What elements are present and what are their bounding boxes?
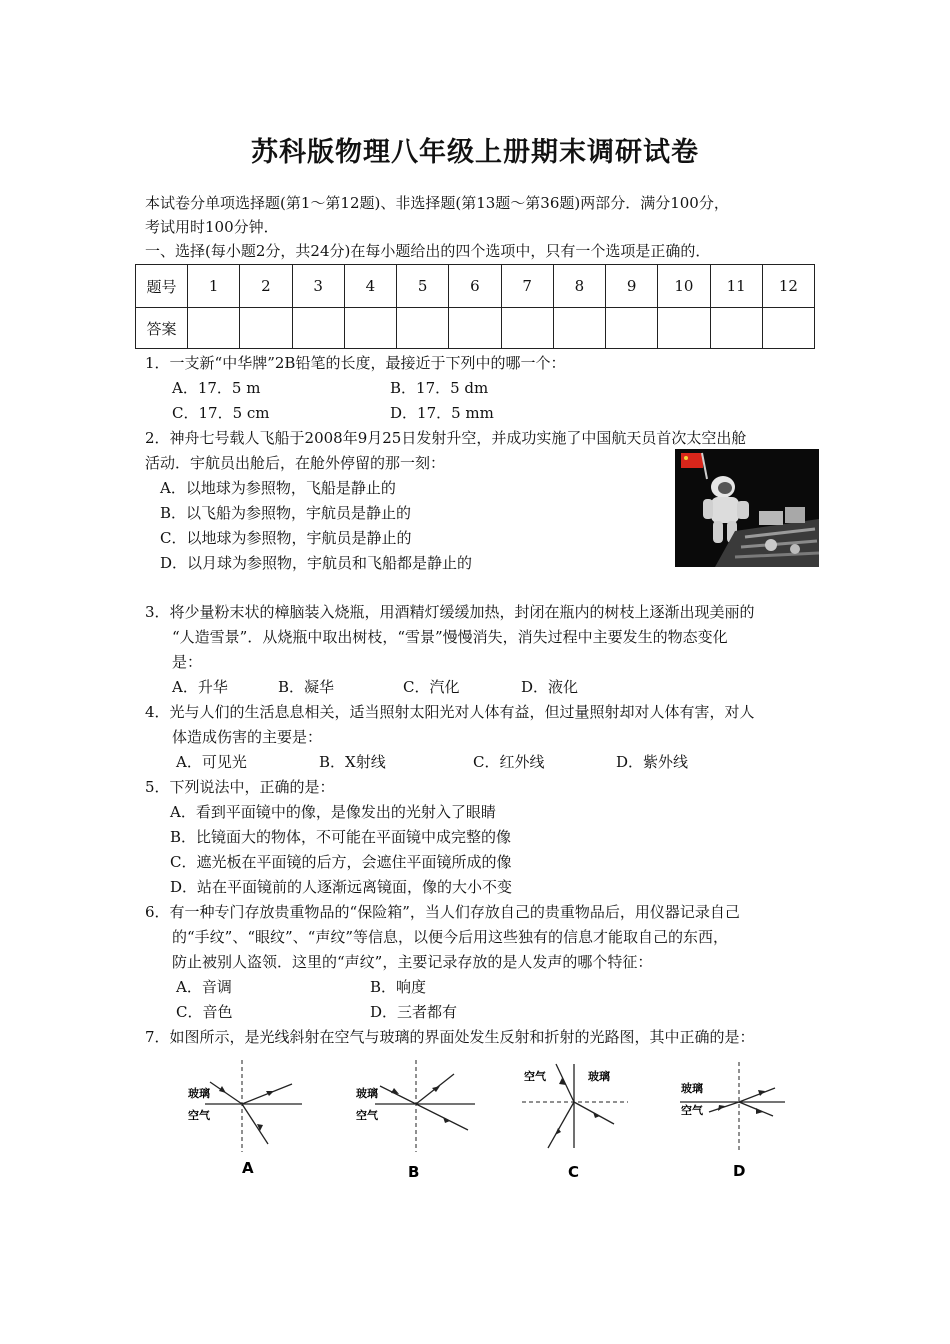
question-1-stem: 1．一支新“中华牌”2B铅笔的长度，最接近于下列中的哪一个：	[145, 354, 566, 372]
question-number-cell: 3	[292, 265, 344, 308]
question-3-option-b: B．凝华	[278, 678, 335, 696]
answer-cell[interactable]	[606, 308, 658, 349]
question-number-cell: 5	[397, 265, 449, 308]
question-4-option-b: B．X射线	[319, 753, 386, 771]
page-title: 苏科版物理八年级上册期末调研试卷	[251, 137, 699, 168]
diagram-a-top-label: 玻璃	[188, 1087, 210, 1100]
question-4-stem-1: 4．光与人们的生活息息相关，适当照射太阳光对人体有益，但过量照射却对人体有害，对人	[145, 703, 755, 721]
question-number-cell: 6	[449, 265, 501, 308]
question-4-option-a: A．可见光	[176, 753, 247, 771]
answer-cell[interactable]	[188, 308, 240, 349]
question-6-stem-2: 的“手纹”、“眼纹”、“声纹”等信息，以便今后用这些独有的信息才能取自己的东西，	[172, 928, 729, 946]
question-6-option-a: A．音调	[176, 978, 232, 996]
question-1-option-d: D．17．5 mm	[390, 404, 494, 422]
diagram-c-top-label: 空气	[524, 1070, 546, 1083]
astronaut-spacewalk-icon	[675, 449, 819, 567]
answer-cell[interactable]	[658, 308, 710, 349]
diagram-d-letter: D	[733, 1162, 746, 1180]
intro-line-1: 本试卷分单项选择题(第1～第12题)、非选择题(第13题～第36题)两部分．满分100分，	[145, 194, 729, 212]
answer-table	[135, 264, 815, 349]
question-3-option-a: A．升华	[172, 678, 228, 696]
question-number-cell: 4	[344, 265, 396, 308]
question-1-option-c: C．17．5 cm	[172, 404, 270, 422]
question-2-option-b: B．以飞船为参照物，宇航员是静止的	[160, 504, 412, 522]
question-5-option-b: B．比镜面大的物体，不可能在平面镜中成完整的像	[170, 828, 512, 846]
question-6-stem-1: 6．有一种专门存放贵重物品的“保险箱”，当人们存放自己的贵重物品后，用仪器记录自己	[145, 903, 740, 921]
question-3-stem-3: 是：	[172, 653, 203, 671]
answer-cell[interactable]	[292, 308, 344, 349]
question-6-option-d: D．三者都有	[370, 1003, 458, 1021]
diagram-b-bottom-label: 空气	[356, 1109, 378, 1122]
question-1-option-a: A．17．5 m	[172, 379, 261, 397]
question-2-stem-1: 2．神舟七号载人飞船于2008年9月25日发射升空，并成功实施了中国航天员首次太空出舱	[145, 429, 747, 447]
answer-cell[interactable]	[501, 308, 553, 349]
question-1-option-b: B．17．5 dm	[390, 379, 489, 397]
answer-cell[interactable]	[397, 308, 449, 349]
question-3-stem-2: “人造雪景”．从烧瓶中取出树枝，“雪景”慢慢消失，消失过程中主要发生的物态变化	[172, 628, 728, 646]
diagram-d-top-label: 玻璃	[681, 1082, 703, 1095]
question-4-option-d: D．紫外线	[616, 753, 689, 771]
answer-cell[interactable]	[710, 308, 762, 349]
diagram-b-letter: B	[408, 1163, 420, 1181]
light-path-diagram-d	[675, 1052, 810, 1187]
question-6-option-b: B．响度	[370, 978, 427, 996]
answer-cell[interactable]	[449, 308, 501, 349]
question-2-option-a: A．以地球为参照物，飞船是静止的	[160, 479, 396, 497]
astronaut-photo	[675, 449, 819, 567]
question-4-stem-2: 体造成伤害的主要是：	[172, 728, 323, 746]
diagram-b-top-label: 玻璃	[356, 1087, 378, 1100]
table-row-label: 题号	[136, 265, 188, 308]
answer-cell[interactable]	[762, 308, 814, 349]
answer-cell[interactable]	[240, 308, 292, 349]
answer-cell[interactable]	[344, 308, 396, 349]
question-2-stem-2: 活动．宇航员出舱后，在舱外停留的那一刻：	[145, 454, 446, 472]
table-row	[136, 308, 815, 349]
diagram-a-bottom-label: 空气	[188, 1109, 210, 1122]
question-number-cell: 11	[710, 265, 762, 308]
light-path-diagram-a	[180, 1052, 315, 1187]
question-4-option-c: C．红外线	[473, 753, 545, 771]
question-5-option-d: D．站在平面镜前的人逐渐远离镜面，像的大小不变	[170, 878, 513, 896]
diagram-a-letter: A	[242, 1159, 254, 1177]
question-3-option-d: D．液化	[521, 678, 579, 696]
section-heading: 一、选择(每小题2分，共24分)在每小题给出的四个选项中，只有一个选项是正确的．	[145, 242, 711, 260]
answer-cell[interactable]	[553, 308, 605, 349]
table-row-label: 答案	[136, 308, 188, 349]
question-number-cell: 7	[501, 265, 553, 308]
question-number-cell: 2	[240, 265, 292, 308]
question-5-option-a: A．看到平面镜中的像，是像发出的光射入了眼睛	[170, 803, 496, 821]
question-5-option-c: C．遮光板在平面镜的后方，会遮住平面镜所成的像	[170, 853, 512, 871]
question-2-option-d: D．以月球为参照物，宇航员和飞船都是静止的	[160, 554, 473, 572]
light-path-diagram-c	[516, 1052, 651, 1187]
diagram-c-bottom-label: 玻璃	[588, 1070, 610, 1083]
question-6-stem-3: 防止被别人盗领．这里的“声纹”，主要记录存放的是人发声的哪个特征：	[172, 953, 653, 971]
question-number-cell: 1	[188, 265, 240, 308]
table-row	[136, 265, 815, 308]
diagram-d-bottom-label: 空气	[681, 1104, 703, 1117]
diagram-c-letter: C	[568, 1163, 580, 1181]
question-number-cell: 12	[762, 265, 814, 308]
question-3-stem-1: 3．将少量粉末状的樟脑装入烧瓶，用酒精灯缓缓加热，封闭在瓶内的树枝上逐渐出现美丽的	[145, 603, 755, 621]
question-number-cell: 10	[658, 265, 710, 308]
question-3-option-c: C．汽化	[403, 678, 460, 696]
question-number-cell: 9	[606, 265, 658, 308]
question-number-cell: 8	[553, 265, 605, 308]
flag-icon	[681, 453, 703, 468]
question-2-option-c: C．以地球为参照物，宇航员是静止的	[160, 529, 412, 547]
intro-line-2: 考试用时100分钟．	[145, 218, 279, 236]
light-path-diagram-b	[350, 1052, 485, 1187]
question-7-stem: 7．如图所示，是光线斜射在空气与玻璃的界面处发生反射和折射的光路图，其中正确的是：	[145, 1028, 755, 1046]
question-6-option-c: C．音色	[176, 1003, 233, 1021]
question-5-stem: 5．下列说法中，正确的是：	[145, 778, 335, 796]
